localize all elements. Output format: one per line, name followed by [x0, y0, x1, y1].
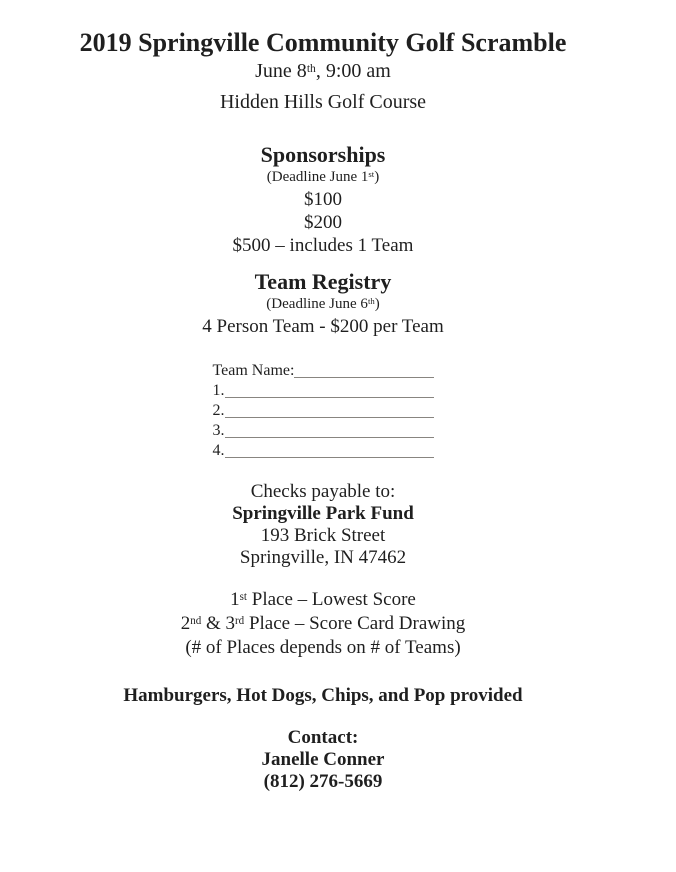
sponsorships-deadline [0, 167, 646, 188]
player-4-label: 4. [212, 442, 225, 459]
player-4-blank-line [225, 457, 434, 458]
prizes-section [0, 589, 646, 659]
contact-section [0, 727, 646, 793]
prize-second-ordinal: nd [190, 615, 202, 628]
form-row-player-4 [213, 441, 434, 461]
sponsorships-heading: Sponsorships [260, 142, 386, 167]
prize-note: (# of Places depends on # of Teams) [185, 637, 461, 658]
team-registry-heading: Team Registry [254, 269, 392, 294]
registry-deadline-close: ) [374, 296, 380, 312]
registration-form [213, 361, 434, 461]
prize-third-num: & 3 [201, 613, 236, 634]
event-venue: Hidden Hills Golf Course [219, 91, 427, 113]
event-date-ordinal: th [306, 61, 316, 75]
prize-second-num: 2 [180, 613, 191, 634]
form-row-player-3 [213, 421, 434, 441]
player-2-blank-line [225, 417, 434, 418]
sponsorship-level-2: $200 [304, 212, 342, 233]
payee-name: Springville Park Fund [232, 503, 414, 524]
registry-deadline-text: (Deadline June 6 [266, 296, 368, 312]
contact-phone: (812) 276-5669 [263, 771, 383, 792]
flyer-page [0, 29, 676, 872]
prize-third-ordinal: rd [235, 615, 245, 628]
address-line-1: 193 Brick Street [260, 525, 386, 546]
form-row-player-1 [213, 381, 434, 401]
payment-section [0, 481, 646, 569]
registry-deadline-ordinal: th [367, 296, 375, 307]
player-3-blank-line [225, 437, 434, 438]
team-name-blank-line [294, 377, 433, 378]
player-1-blank-line [225, 397, 434, 398]
prize-first-place [0, 589, 646, 613]
form-row-team-name [213, 361, 434, 381]
registry-deadline [0, 294, 646, 315]
sponsorships-deadline-ordinal: st [368, 169, 375, 180]
player-2-label: 2. [212, 402, 225, 419]
flyer-content [0, 29, 646, 793]
event-date-time: , 9:00 am [315, 60, 391, 82]
prize-second-third-text: Place – Score Card Drawing [244, 613, 466, 634]
prize-first-num: 1 [230, 589, 240, 610]
player-1-label: 1. [212, 382, 225, 399]
checks-payable-label: Checks payable to: [250, 481, 396, 502]
food-note: Hamburgers, Hot Dogs, Chips, and Pop provided [123, 685, 523, 706]
sponsorship-level-1: $100 [304, 189, 342, 210]
prize-first-text: Place – Lowest Score [247, 589, 416, 610]
event-date-text: June 8 [255, 60, 307, 82]
registry-fee: 4 Person Team - $200 per Team [202, 316, 444, 337]
prize-second-third-place [0, 613, 646, 637]
sponsorship-level-3: $500 – includes 1 Team [232, 235, 414, 256]
sponsorships-deadline-text: (Deadline June 1 [266, 169, 369, 185]
contact-name: Janelle Conner [261, 749, 385, 770]
event-date [0, 57, 646, 88]
form-row-player-2 [213, 401, 434, 421]
contact-heading: Contact: [287, 727, 359, 748]
player-3-label: 3. [212, 422, 225, 439]
team-name-label: Team Name: [212, 362, 295, 379]
address-line-2: Springville, IN 47462 [239, 547, 407, 568]
sponsorships-deadline-close: ) [374, 169, 380, 185]
prize-first-ordinal: st [239, 591, 247, 604]
team-registry-section [0, 269, 646, 338]
sponsorships-section [0, 142, 646, 257]
page-title: 2019 Springville Community Golf Scramble [79, 28, 567, 57]
